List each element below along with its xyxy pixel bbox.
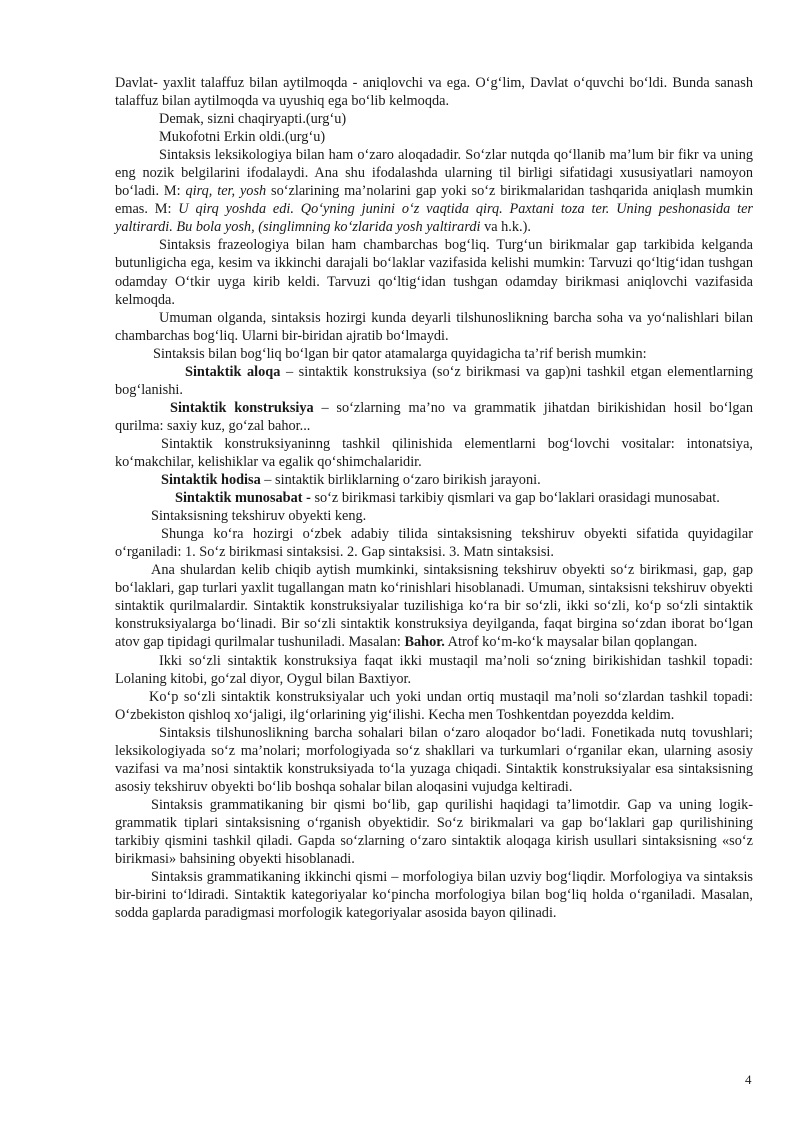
paragraph: Sintaksis tilshunoslikning barcha sohalari bilan o‘zaro aloqador bo‘ladi. Fonetikada nutq tovushlari; leksikologiyada so‘z ma’nolari; morfologiyada so‘z shakllari va turkumlari o‘rganilar ekan, ularning asosiy vazifasi va ma’nosi sintaktik konstruksiyada to‘la yuzaga chiqadi. Sintaktik konstruksiyalar esa sintaksisning asosiy tekshiruv obyekti bo‘lib boshqa sohalar bilan aloqasini vujudga keltiradi. bbox=[115, 724, 753, 795]
paragraph: Sintaksis frazeologiya bilan ham chambarchas bog‘liq. Turg‘un birikmalar gap tarkibida kelganda butunligicha ega, kesim va ikkinchi darajali bo‘laklar vazifasida kelishi mumkin: Tarvuzi qo‘ltig‘idan tushgan odamday O‘tkir uyga kirib keldi. Tarvuzi qo‘ltig‘idan tushgan odamday birikmasi aniqlovchi vazifasida kelmoqda. bbox=[115, 237, 753, 308]
paragraph: Ana shulardan kelib chiqib aytish mumkinki, sintaksisning tekshiruv obyekti so‘z birikmasi, gap, gap bo‘laklari, gap turlari yaxlit tugallangan matn ko‘rinishlari hisoblanadi. Umuman, sintaksisni tekshiruv obyekti sintaktik qurilmalardir. Sintaktik konstruksiyalar tuzilishiga ko‘ra bir so‘zli, ikki so‘zli, ko‘p so‘zli sintaktik konstruksiyalarga bo‘linadi. Bir so‘zli sintaktik konstruksiya deyilganda, faqat birgina so‘zdan iborat bo‘lgan atov gap tipidagi qurilmalar tushuniladi. Masalan: Bahor. Atrof ko‘m-ko‘k maysalar bilan qoplangan. bbox=[115, 562, 753, 651]
example-line: Demak, sizni chaqiryapti.(urg‘u) bbox=[159, 111, 347, 128]
paragraph: Sintaksis bilan bog‘liq bo‘lgan bir qator atamalarga quyidagicha ta’rif berish mumkin: bbox=[153, 345, 647, 362]
definition: Sintaktik konstruksiya – so‘zlarning ma’no va grammatik jihatdan birikishidan hosil bo‘lgan qurilma: saxiy kuz, go‘zal bahor... bbox=[115, 399, 754, 434]
definition: Sintaktik munosabat - so‘z birikmasi tarkibiy qismlari va gap bo‘laklari orasidagi munosabat. bbox=[175, 490, 720, 507]
paragraph: Ikki so‘zli sintaktik konstruksiya faqat ikki mustaqil ma’noli so‘zning birikishidan tashkil topadi: Lolaning kitobi, go‘zal diyor, Oygul bilan Baxtiyor. bbox=[115, 652, 753, 687]
paragraph: Sintaksis leksikologiya bilan ham o‘zaro aloqadadir. So‘zlar nutqda qo‘llanib ma’lum bir fikr va uning eng nozik belgilarini ifodalaydi. Ana shu ifodalashda ularning til birligi sifatidagi xususiyatlari namoyon bo‘ladi. M: qirq, ter, yosh so‘zlarining ma’nolarini gap yoki so‘z birikmalaridan tashqarida aniqlash mumkin emas. M: U qirq yoshda edi. Qo‘yning junini o‘z vaqtida qirq. Paxtani toza ter. Uning peshonasida ter yaltirardi. Bu bola yosh, (singlimning ko‘zlarida yosh yaltirardi va h.k.). bbox=[115, 147, 754, 236]
example-line: Mukofotni Erkin oldi.(urg‘u) bbox=[159, 129, 326, 146]
page-number: 4 bbox=[745, 1072, 752, 1087]
paragraph: Umuman olganda, sintaksis hozirgi kunda deyarli tilshunoslikning barcha soha va yo‘nalishlari bilan chambarchas bog‘liq. Ularni bir-biridan ajratib bo‘lmaydi. bbox=[115, 309, 753, 344]
term: Sintaktik konstruksiya bbox=[170, 399, 314, 416]
paragraph: Shunga ko‘ra hozirgi o‘zbek adabiy tilida sintaksisning tekshiruv obyekti sifatida quyidagilar o‘rganiladi: 1. So‘z birikmasi sintaksisi. 2. Gap sintaksisi. 3. Matn sintaksisi. bbox=[115, 526, 753, 561]
term: Sintaktik aloqa bbox=[185, 363, 281, 380]
paragraph: Davlat- yaxlit talaffuz bilan aytilmoqda - aniqlovchi va ega. O‘g‘lim, Davlat o‘quvchi bo‘ldi. Bunda sanash talaffuz bilan aytilmoqda va uyushiq ega bo‘lib kelmoqda. bbox=[115, 75, 753, 110]
definition: Sintaktik aloqa – sintaktik konstruksiya (so‘z birikmasi va gap)ni tashkil etgan elementlarning bog‘lanishi. bbox=[115, 363, 753, 398]
paragraph: Ko‘p so‘zli sintaktik konstruksiyalar uch yoki undan ortiq mustaqil ma’noli so‘zlardan tashkil topadi: O‘zbekiston qishloq xo‘jaligi, ilg‘orlarining yig‘ilishi. Kecha men Toshkentdan poyezdda keldim. bbox=[115, 688, 753, 723]
paragraph: Sintaksis grammatikaning ikkinchi qismi – morfologiya bilan uzviy bog‘liqdir. Morfologiya va sintaksis bir-birini to‘ldiradi. Sintaktik kategoriyalar ko‘pincha morfologiya bilan bog‘liq holda o‘rganiladi. Masalan, sodda gaplarda paradigmasi morfologik kategoriyalar asosida bayon qilinadi. bbox=[115, 869, 753, 922]
paragraph: Sintaktik konstruksiyaninng tashkil qilinishida elementlarni bog‘lovchi vositalar: intonatsiya, ko‘makchilar, kelishiklar va egalik qo‘shimchalaridir. bbox=[115, 435, 753, 470]
term: Sintaktik hodisa bbox=[161, 472, 261, 489]
definition: Sintaktik hodisa – sintaktik birliklarning o‘zaro birikish jarayoni. bbox=[161, 472, 541, 489]
paragraph: Sintaksisning tekshiruv obyekti keng. bbox=[151, 508, 367, 525]
document-page bbox=[115, 74, 753, 922]
term: Sintaktik munosabat - bbox=[175, 490, 311, 507]
paragraph: Sintaksis grammatikaning bir qismi bo‘lib, gap qurilishi haqidagi ta’limotdir. Gap va uning logik-grammatik tiplari sintaksisning o‘rganish obyektidir. So‘z birikmalari va gap bo‘laklari gap qurilishining tarkibiy qismini tashkil qiladi. Gapda so‘zlarning o‘zaro sintaktik aloqaga kirish usullari sintaksisning «so‘z birikmasi» bahsining obyekti hisoblanadi. bbox=[115, 796, 753, 868]
